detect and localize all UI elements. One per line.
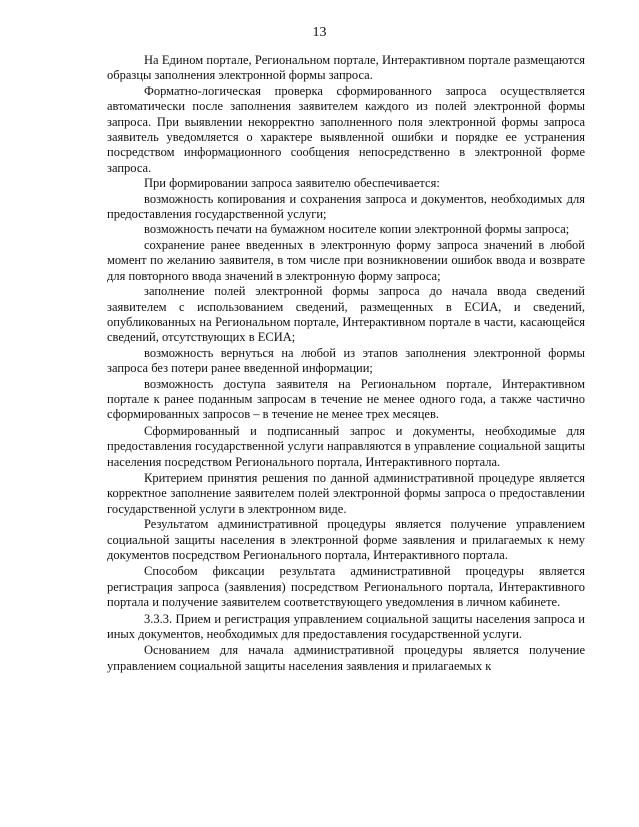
paragraph-provided-features: При формировании запроса заявителю обеспечивается: bbox=[144, 176, 440, 191]
list-item-prefill-esia: заполнение полей электронной формы запроса до начала ввода сведений заявителем с использованием сведений, размещенных в ЕСИА, и сведений, опубликованных на Региональном портале, Интерактивном портале в части, касающейся сведений, отсутствующих в ЕСИА; bbox=[107, 284, 585, 345]
page-number: 13 bbox=[312, 25, 327, 40]
paragraph-criterion: Критерием принятия решения по данной административной процедуре является корректное заполнение заявителем полей электронной формы запроса о предоставлении государственной услуги в электронном виде. bbox=[107, 470, 585, 516]
paragraph-result: Результатом административной процедуры является получение управлением социальной защиты населения в электронной форме заявления и прилагаемых к нему документов посредством Регионального портала, Интерактивного портала. bbox=[107, 517, 585, 562]
list-item-return-stage: возможность вернуться на любой из этапов заполнения электронной формы запроса без потери ранее введенной информации; bbox=[107, 345, 585, 376]
paragraph-format-check: Форматно-логическая проверка сформированного запроса осуществляется автоматически после заполнения заявителем каждого из полей электронной формы запроса. При выявлении некорректно заполненного поля электронной формы запроса заявитель уведомляется о характере выявленной ошибки и порядке ее устранения посредством информационного сообщения непосредственно в электронной форме запроса. bbox=[107, 83, 585, 175]
list-item-print: возможность печати на бумажном носителе копии электронной формы запроса; bbox=[144, 222, 570, 237]
list-item-save-values: сохранение ранее введенных в электронную форму запроса значений в любой момент по желанию заявителя, в том числе при возникновении ошибок ввода и возврате для повторного ввода значений в электронную форму запроса; bbox=[107, 237, 585, 283]
paragraph-procedure-basis: Основанием для начала административной процедуры является получение управлением социальной защиты населения заявления и прилагаемых к bbox=[107, 643, 585, 673]
paragraph-sample-forms: На Едином портале, Региональном портале, Интерактивном портале размещаются образцы заполнения электронной формы запроса. bbox=[107, 53, 585, 83]
paragraph-fixation: Способом фиксации результата административной процедуры является регистрация запроса (заявления) посредством Регионального портала, Интерактивного портала и получение заявителем соответствующего уведомления в личном кабинете. bbox=[107, 564, 585, 610]
list-item-access-history: возможность доступа заявителя на Региональном портале, Интерактивном портале к ранее поданным запросам в течение не менее одного года, а также частично сформированных запросов – в течение не менее трех месяцев. bbox=[107, 376, 585, 422]
list-item-copy-save: возможность копирования и сохранения запроса и документов, необходимых для предоставления государственной услуги; bbox=[107, 191, 585, 222]
document-body bbox=[107, 53, 585, 674]
paragraph-submission: Сформированный и подписанный запрос и документы, необходимые для предоставления государственной услуги направляются в управление социальной защиты населения посредством Регионального портала, Интерактивного портала. bbox=[107, 423, 585, 469]
section-heading-3-3-3: 3.3.3. Прием и регистрация управлением социальной защиты населения запроса и иных документов, необходимых для предоставления государственной услуги. bbox=[107, 611, 585, 642]
